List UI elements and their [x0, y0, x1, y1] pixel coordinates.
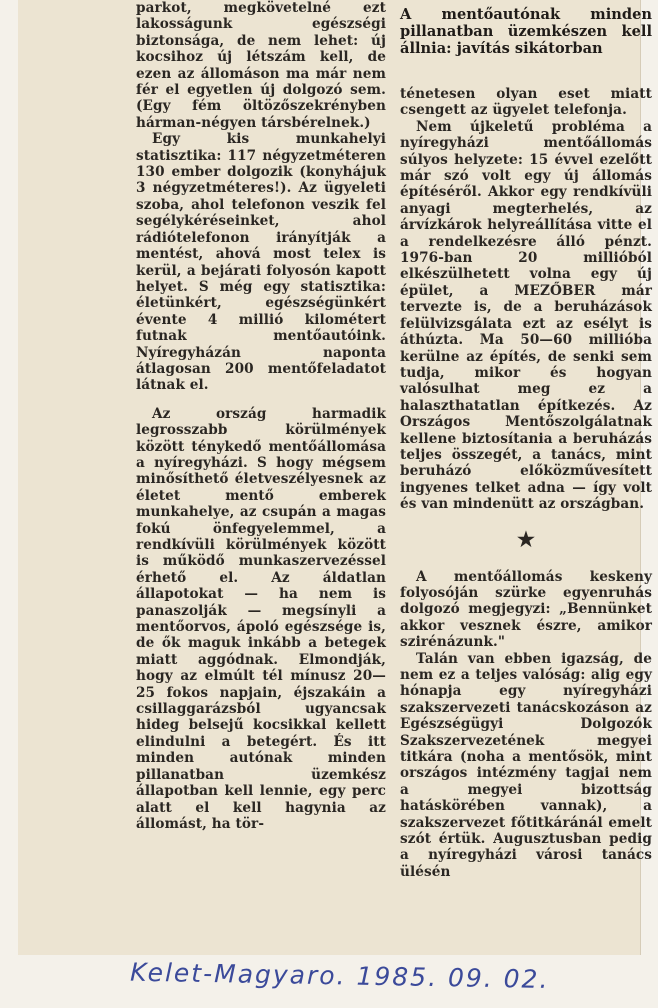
paragraph: Talán van ebben igazság, de nem ez a teljes valóság: alig egy hónapja egy nyíregyházi szakszervezeti tanácskozáson az Egészségügyi Dolgozók Szakszervezetének megyei titkára (noha a mentősök, mint országos intézmény tagjai nem a megyei bizottság hatáskörében vannak), a szakszervezet főtitkáránál emelt szót értük. Augusztusban pedig a nyíregyházi városi tanács ülésén — [400, 650, 652, 880]
paragraph: Egy kis munkahelyi statisztika: 117 négyzetméteren 130 ember dolgozik (konyhájuk 3 négyzetméteres!). Az ügyeleti szoba, ahol telefonon veszik fel segélykéréseinket, ahol rádiótelefonon irányítják a mentést, ahová most telex is kerül, a bejárati folyosón kapott helyet. S még egy statisztika: életünkért, egészségünkért évente 4 millió kilométert futnak mentőautóink. Nyíregyházán naponta átlagosan 200 mentőfeladatot látnak el. — [136, 131, 386, 394]
article-left-column — [136, 0, 386, 832]
paragraph: Nem újkeletű probléma a nyíregyházi mentőállomás súlyos helyzete: 15 évvel ezelőtt már szó volt egy új állomás építéséről. Akkor egy rendkívüli anyagi megterhelés, az árvízkárok helyreállítása vitte el a rendelkezésre álló pénzt. 1976-ban 20 millióból elkészülhetett volna egy új épület, a MEZŐBER már tervezte is, de a beruházások felülvizsgálata ezt az esélyt is áthúzta. Ma 50—60 millióba kerülne az építés, de senki sem tudja, mikor és hogyan valósulhat meg ez a halaszthatatlan építkezés. Az Országos Mentőszolgálatnak kellene biztosítania a beruházás teljes összegét, a tanács, mint beruházó előközművesített ingyenes telket adna — így volt és van mindenütt az országban. — [400, 118, 652, 513]
paragraph: Az ország harmadik legrosszabb körülmények között ténykedő mentőállomása a nyíregyházi. S hogy mégsem minősíthető életveszélyesnek az életet mentő emberek munkahelye, az csupán a magas fokú önfegyelemmel, a rendkívüli körülmények között is működő munkaszervezéssel érhető el. Az áldatlan állapotokat — ha nem is panaszolják — megsínyli a mentőorvos, ápoló egészsége is, de ők maguk inkább a betegek miatt aggódnak. Elmondják, hogy az elmúlt tél mínusz 20—25 fokos napjain, éjszakáin a csillaggarázsból ugyancsak hideg belsejű kocsikkal kellett elindulni a betegért. És itt minden autónak minden pillanatban üzemkész állapotban kell lennie, egy perc alatt el kell hagynia az állomást, ha tör- — [136, 405, 386, 832]
paragraph: ténetesen olyan eset miatt csengett az ügyelet telefonja. — [400, 86, 652, 119]
star-separator: ★ — [516, 526, 536, 551]
handwritten-source-date: Kelet-Magyaro. 1985. 09. 02. — [129, 957, 550, 994]
paragraph: parkot, megkövetelné ezt lakosságunk egészségi biztonsága, de nem lehet: új kocsihoz új létszám kell, de ezen az állomáson ma már nem fér el egyetlen új dolgozó sem. (Egy fém öltözőszekrényben hárman-négyen társbérelnek.) — [136, 0, 386, 131]
newspaper-clipping — [18, 0, 652, 955]
paragraph: A mentőállomás keskeny folyosóján szürke egyenruhás dolgozó megjegyzi: „Bennünket akkor vesznek észre, amikor szirénázunk." — [400, 568, 652, 651]
article-headline: A mentőautónak minden pillanatban üzemkészen kell állnia: javítás sikátorban — [400, 6, 652, 57]
article-right-column — [400, 86, 652, 880]
